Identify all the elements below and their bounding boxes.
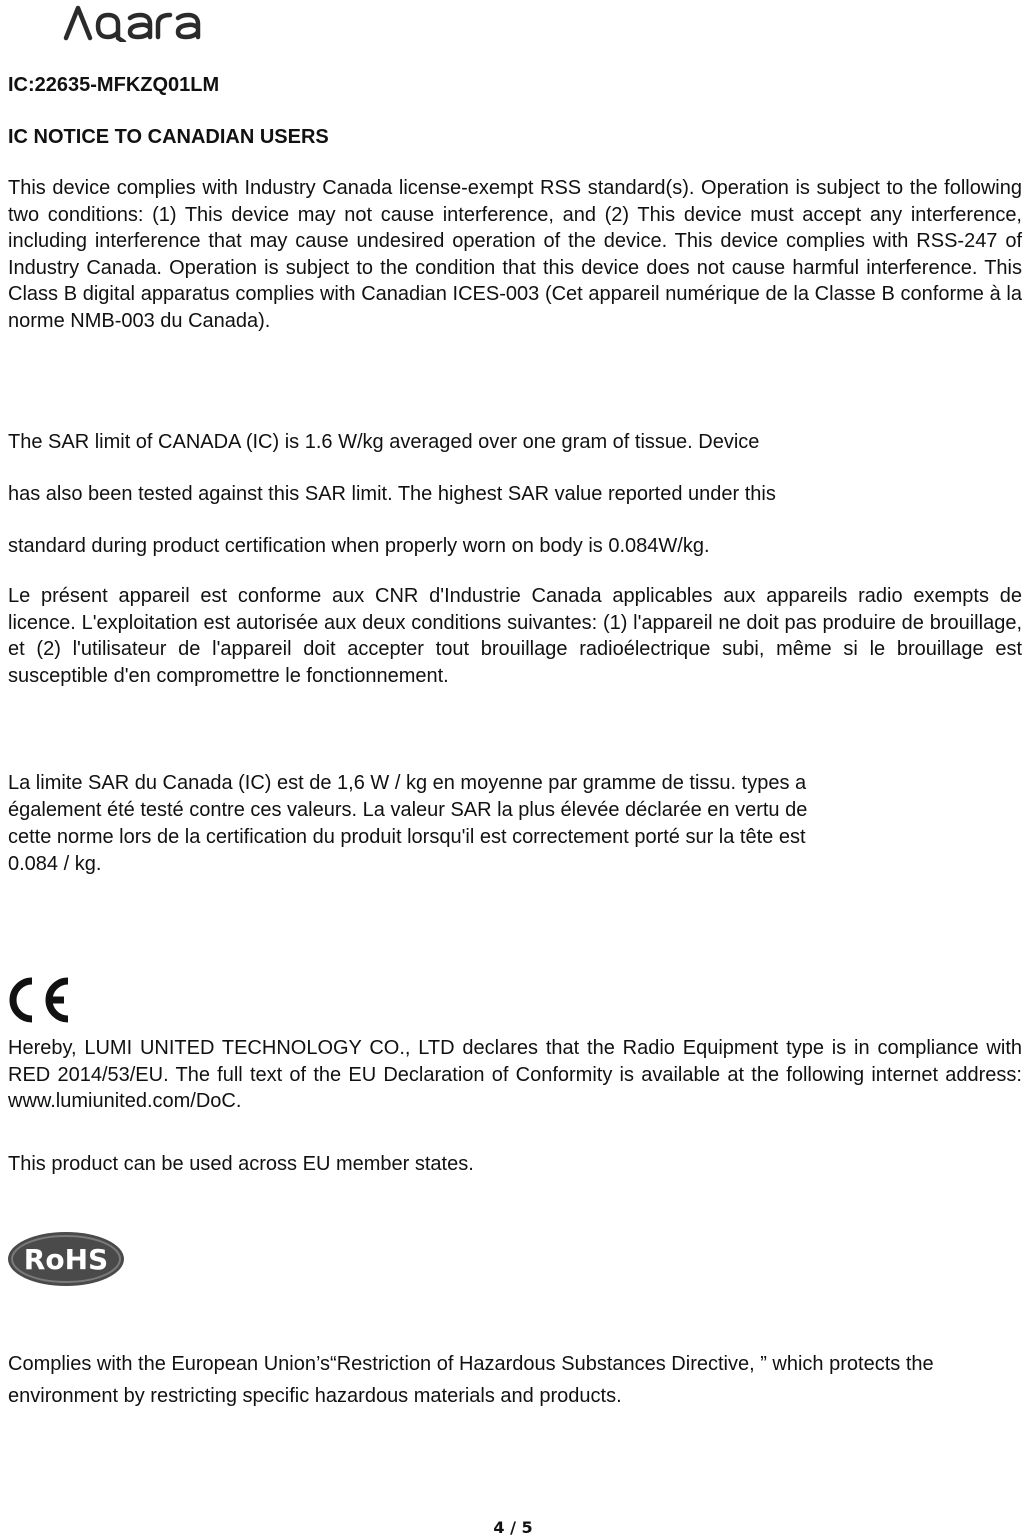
eu-usage-text: This product can be used across EU member states. [8,1153,474,1175]
brand-text: Aqara [62,2,65,3]
sar-line-3: standard during product certification when properly worn on body is 0.084W/kg. [8,535,710,557]
french-sar-line-3: cette norme lors de la certification du produit lorsqu'il est correctement porté sur la tête est [8,826,806,848]
rohs-badge-icon [6,1230,126,1288]
ce-mark-icon [2,975,74,1025]
french-sar-line-2: également été testé contre ces valeurs. La valeur SAR la plus élevée déclarée en vertu de [8,799,808,821]
french-sar-line-4: 0.084 / kg. [8,853,102,875]
ce-declaration-paragraph: Hereby, LUMI UNITED TECHNOLOGY CO., LTD declares that the Radio Equipment type is in compliance with RED 2014/53/EU. The full text of the EU Declaration of Conformity is available at the following internet address: www.lumiunited.com/DoC. [8,1037,1022,1112]
french-compliance-paragraph: Le présent appareil est conforme aux CNR d'Industrie Canada applicables aux appareils radio exempts de licence. L'exploitation est autorisée aux deux conditions suivantes: (1) l'appareil ne doit pas produire de brouillage, et (2) l'utilisateur de l'appareil doit accepter tout brouillage radioélectrique subi, même si le brouillage est susceptible d'en compromettre le fonctionnement. [8,585,1022,687]
ce-mark-label: CE [2,975,4,976]
rohs-statement: Complies with the European Union’s“Restriction of Hazardous Substances Directive, ” which protects the environment by restricting specific hazardous materials and products. [8,1353,934,1407]
french-sar-line-1: La limite SAR du Canada (IC) est de 1,6 W / kg en moyenne par gramme de tissu. types a [8,772,807,794]
ic-identifier: IC:22635-MFKZQ01LM [8,74,220,96]
sar-line-1: The SAR limit of CANADA (IC) is 1.6 W/kg averaged over one gram of tissue. Device [8,431,760,453]
page-number: 4 / 5 [493,1518,533,1537]
ic-notice-heading: IC NOTICE TO CANADIAN USERS [8,126,329,148]
rohs-badge-label: RoHS [23,1243,109,1276]
aqara-logo [62,2,214,42]
sar-line-2: has also been tested against this SAR limit. The highest SAR value reported under this [8,483,776,505]
ic-compliance-paragraph: This device complies with Industry Canada license‐exempt RSS standard(s). Operation is subject to the following two conditions: (1) This device may not cause interference, and (2) This device must accept any interference, including interference that may cause undesired operation of the device. This device complies with RSS‐247 of Industry Canada. Operation is subject to the condition that this device does not cause harmful interference. This Class B digital apparatus complies with Canadian ICES‐003 (Cet appareil numérique de la Classe B conforme à la norme NMB‐003 du Canada). [8,177,1022,332]
